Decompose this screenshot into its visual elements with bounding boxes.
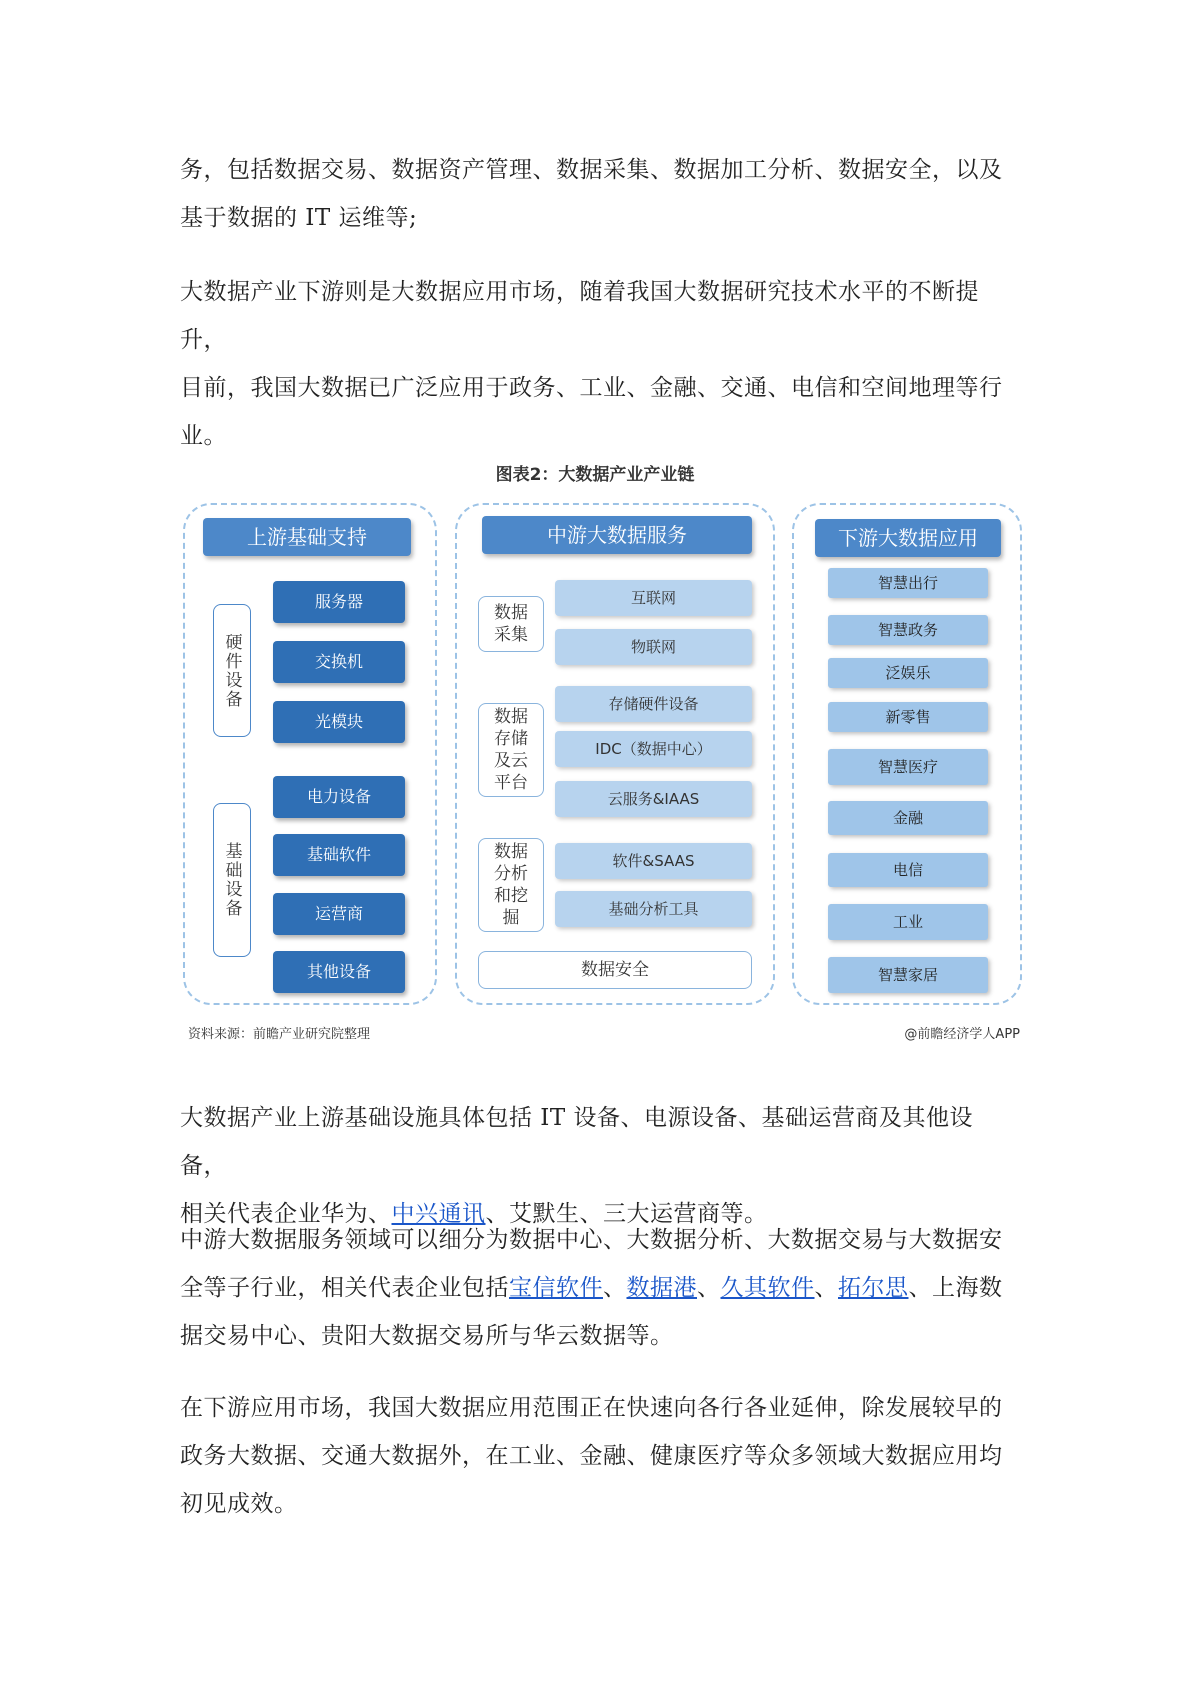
analysis-label (478, 838, 544, 932)
link-trs[interactable]: 拓尔思 (838, 1275, 909, 1301)
down-item-smart-government: 智慧政务 (828, 615, 988, 645)
down-item-smart-travel: 智慧出行 (828, 568, 988, 598)
down-item-smart-healthcare: 智慧医疗 (828, 749, 988, 785)
paragraph-3-line-2-post: 、艾默生、三大运营商等。 (485, 1201, 768, 1227)
paragraph-2-line-2: 目前，我国大数据已广泛应用于政务、工业、金融、交通、电信和空间地理等行 (180, 375, 1003, 401)
downstream-header: 下游大数据应用 (815, 519, 1001, 557)
paragraph-4 (180, 1216, 1015, 1360)
paragraph-3-line-1: 大数据产业上游基础设施具体包括 IT 设备、电源设备、基础运营商及其他设备， (180, 1105, 974, 1179)
paragraph-1-line-1: 务，包括数据交易、数据资产管理、数据采集、数据加工分析、数据安全，以及 (180, 157, 1003, 183)
upstream-item-other: 其他设备 (273, 951, 405, 993)
down-item-finance: 金融 (828, 801, 988, 835)
mid-item-iot: 物联网 (555, 629, 752, 665)
upstream-item-basic-software: 基础软件 (273, 834, 405, 876)
down-item-smart-home: 智慧家居 (828, 957, 988, 993)
hardware-label: 硬件设备 (213, 604, 251, 737)
paragraph-5-line-2: 政务大数据、交通大数据外，在工业、金融、健康医疗等众多领域大数据应用均 (180, 1443, 1003, 1469)
down-item-telecom: 电信 (828, 853, 988, 887)
paragraph-3-line-2-pre: 相关代表企业华为、 (180, 1201, 392, 1227)
paragraph-4-line-1: 中游大数据服务领域可以细分为数据中心、大数据分析、大数据交易与大数据安 (180, 1227, 1003, 1253)
separator-3: 、 (814, 1275, 838, 1301)
upstream-item-switch: 交换机 (273, 641, 405, 683)
link-baoxin-software[interactable]: 宝信软件 (509, 1275, 603, 1301)
paragraph-2-line-1: 大数据产业下游则是大数据应用市场，随着我国大数据研究技术水平的不断提升， (180, 279, 979, 353)
paragraph-5-line-1: 在下游应用市场，我国大数据应用范围正在快速向各行各业延伸，除发展较早的 (180, 1395, 1003, 1421)
figure-credit: @前瞻经济学人APP (904, 1027, 1020, 1042)
mid-item-idc: IDC（数据中心） (555, 731, 752, 767)
analysis-label-text: 数据分析和挖掘 (494, 842, 528, 928)
upstream-header: 上游基础支持 (203, 518, 411, 556)
paragraph-1-line-2: 基于数据的 IT 运维等; (180, 205, 418, 231)
midstream-header: 中游大数据服务 (482, 516, 752, 554)
collect-label-text: 数据采集 (494, 603, 528, 645)
upstream-item-power: 电力设备 (273, 776, 405, 818)
separator-2: 、 (697, 1275, 721, 1301)
upstream-item-optical-module: 光模块 (273, 701, 405, 743)
mid-item-storage-hardware: 存储硬件设备 (555, 686, 752, 722)
figure-title: 图表2：大数据产业产业链 (495, 465, 695, 485)
link-jiuqi-software[interactable]: 久其软件 (720, 1275, 815, 1301)
down-item-new-retail: 新零售 (828, 702, 988, 732)
down-item-entertainment: 泛娱乐 (828, 658, 988, 688)
mid-item-analysis-tools: 基础分析工具 (555, 891, 752, 927)
mid-item-internet: 互联网 (555, 580, 752, 616)
paragraph-5 (180, 1384, 1015, 1528)
data-security-text: 数据安全 (581, 960, 649, 980)
paragraph-4-line-3: 据交易中心、贵阳大数据交易所与华云数据等。 (180, 1323, 674, 1349)
paragraph-2-line-3: 业。 (180, 423, 227, 449)
upstream-item-operator: 运营商 (273, 893, 405, 935)
upstream-item-server: 服务器 (273, 581, 405, 623)
figure-source: 资料来源：前瞻产业研究院整理 (188, 1027, 371, 1042)
paragraph-2 (180, 268, 1015, 460)
paragraph-4-line-2-pre: 全等子行业，相关代表企业包括 (180, 1275, 509, 1301)
paragraph-4-line-2-post: 、上海数 (908, 1275, 1003, 1301)
collect-label (478, 596, 544, 652)
mid-item-cloud-iaas: 云服务&IAAS (555, 781, 752, 817)
link-shujugang[interactable]: 数据港 (626, 1275, 697, 1301)
down-item-industry: 工业 (828, 904, 988, 940)
paragraph-1 (180, 146, 1015, 242)
paragraph-5-line-3: 初见成效。 (180, 1491, 298, 1517)
storage-label (478, 703, 544, 797)
storage-label-text: 数据存储及云平台 (494, 707, 528, 793)
mid-item-data-security (478, 951, 752, 989)
separator-1: 、 (603, 1275, 627, 1301)
infrastructure-label: 基础设备 (213, 803, 251, 957)
link-zte[interactable]: 中兴通讯 (391, 1201, 486, 1227)
mid-item-software-saas: 软件&SAAS (555, 843, 752, 879)
